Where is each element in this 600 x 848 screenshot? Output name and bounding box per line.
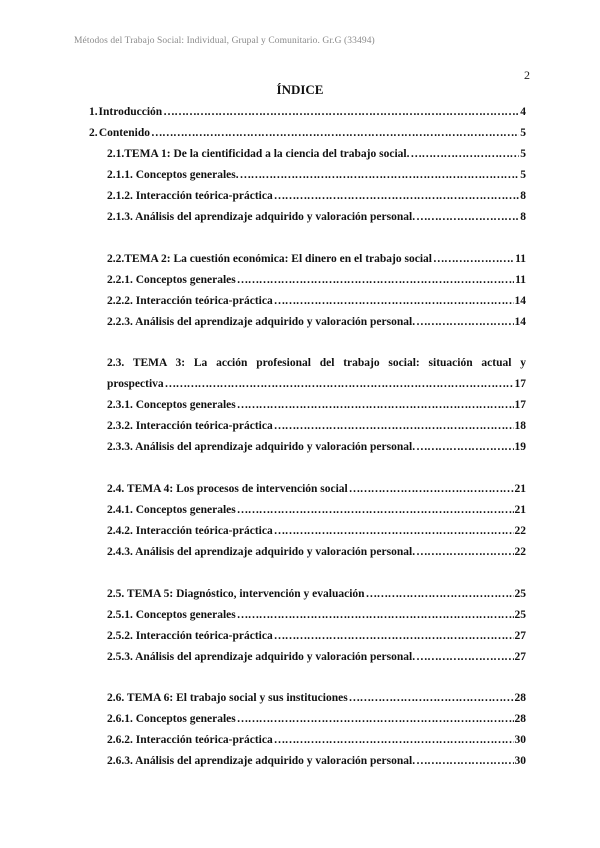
toc-entry-page: 25 (514, 588, 526, 600)
dot-leader (274, 294, 514, 308)
toc-entry-2-5-2[interactable] (107, 629, 526, 643)
dot-leader (416, 754, 513, 768)
toc-entry-label: 2.6.3. Análisis del aprendizaje adquirido y valoración personal. (107, 755, 416, 767)
toc-entry-2-6-1[interactable] (107, 712, 526, 726)
toc-entry-label: Contenido (98, 127, 150, 139)
toc-entry-page: 18 (514, 420, 526, 432)
toc-entry-2-4-3[interactable] (107, 545, 526, 559)
toc-entry-label: 2.4. TEMA 4: Los procesos de intervención social (107, 483, 348, 495)
toc-entry-label: 2.6.1. Conceptos generales (107, 713, 236, 725)
toc-entry-page: 14 (514, 316, 526, 328)
toc-entry-number: 2. (89, 127, 98, 139)
toc-entry-label: 2.1.3. Análisis del aprendizaje adquirido y valoración personal. (107, 211, 416, 223)
dot-leader (237, 712, 514, 726)
toc-entry-2-1-3[interactable] (107, 210, 526, 224)
dot-leader (349, 482, 514, 496)
dot-leader (163, 105, 519, 119)
toc-entry-label: Introducción (98, 106, 163, 118)
dot-leader (416, 210, 519, 224)
toc-entry-page: 5 (520, 169, 526, 181)
toc-entry-label: prospectiva (107, 378, 164, 390)
toc-entry-label: 2.2.1. Conceptos generales (107, 274, 236, 286)
toc-entry-page: 25 (514, 609, 526, 621)
toc-entry-page: 5 (520, 148, 526, 160)
toc-entry-label: 2.2.TEMA 2: La cuestión económica: El dinero en el trabajo social (107, 253, 432, 265)
toc-entry-label: 2.4.1. Conceptos generales (107, 504, 236, 516)
toc-entry-2-5-3[interactable] (107, 650, 526, 664)
toc-entry-2-3-1[interactable] (107, 398, 526, 412)
dot-leader (274, 189, 520, 203)
dot-leader (151, 126, 519, 140)
toc-entry-page: 4 (520, 106, 526, 118)
toc-entry-page: 27 (514, 630, 526, 642)
dot-leader (237, 608, 514, 622)
toc-entry-label: 2.5. TEMA 5: Diagnóstico, intervención y evaluación (107, 588, 365, 600)
toc-entry-2-3-3[interactable] (107, 440, 526, 454)
toc-entry-label: 2.3.2. Interacción teórica-práctica (107, 420, 273, 432)
toc-entry-page: 30 (514, 734, 526, 746)
toc-entry-number: 1. (89, 106, 98, 118)
toc-entry-label: 2.6. TEMA 6: El trabajo social y sus instituciones (107, 692, 348, 704)
dot-leader (237, 398, 514, 412)
toc-entry-page: 28 (514, 713, 526, 725)
toc-heading-tema4[interactable] (107, 482, 526, 496)
toc-title: ÍNDICE (276, 82, 324, 97)
toc-entry-2-1-2[interactable] (107, 189, 526, 203)
dot-leader (274, 733, 514, 747)
dot-leader (349, 691, 514, 705)
dot-leader (416, 315, 513, 329)
toc-entry-introduccion[interactable] (89, 105, 526, 119)
toc-entry-page: 27 (514, 651, 526, 663)
toc-entry-page: 8 (520, 211, 526, 223)
dot-leader (366, 587, 514, 601)
toc-entry-page: 22 (514, 546, 526, 558)
toc-entry-page: 17 (514, 399, 526, 411)
toc-entry-page: 14 (514, 295, 526, 307)
toc-entry-2-2-3[interactable] (107, 315, 526, 329)
dot-leader (240, 168, 520, 182)
toc-entry-page: 5 (520, 127, 526, 139)
dot-leader (410, 147, 519, 161)
toc-entry-2-3-2[interactable] (107, 419, 526, 433)
toc-entry-2-6-3[interactable] (107, 754, 526, 768)
dot-leader (433, 252, 514, 266)
toc-entry-label: 2.1.2. Interacción teórica-práctica (107, 190, 273, 202)
toc-entry-page: 11 (515, 274, 526, 286)
toc-entry-page: 8 (520, 190, 526, 202)
dot-leader (416, 650, 513, 664)
toc-entry-contenido[interactable] (89, 126, 526, 140)
toc-entry-label: 2.2.2. Interacción teórica-práctica (107, 295, 273, 307)
dot-leader (274, 629, 514, 643)
toc-entry-label: 2.4.3. Análisis del aprendizaje adquirido y valoración personal. (107, 546, 416, 558)
dot-leader (237, 503, 514, 517)
toc-entry-2-4-2[interactable] (107, 524, 526, 538)
dot-leader (274, 419, 514, 433)
toc-entry-page: 22 (514, 525, 526, 537)
toc-entry-label: 2.3.1. Conceptos generales (107, 399, 236, 411)
dot-leader (165, 377, 514, 391)
toc-entry-label: 2.5.1. Conceptos generales (107, 609, 236, 621)
toc-heading-tema1[interactable] (107, 147, 526, 161)
toc-entry-page: 30 (514, 755, 526, 767)
toc-entry-2-4-1[interactable] (107, 503, 526, 517)
toc-entry-2-2-1[interactable] (107, 273, 526, 287)
toc-heading-tema3[interactable] (107, 377, 526, 391)
running-header: Métodos del Trabajo Social: Individual, Grupal y Comunitario. Gr.G (33494) (74, 36, 375, 46)
dot-leader (274, 524, 514, 538)
toc-heading-tema5[interactable] (107, 587, 526, 601)
toc-entry-label: 2.1.1. Conceptos generales. (107, 169, 239, 181)
toc-entry-page: 28 (514, 692, 526, 704)
toc-entry-2-2-2[interactable] (107, 294, 526, 308)
toc-entry-2-6-2[interactable] (107, 733, 526, 747)
toc-entry-page: 17 (514, 378, 526, 390)
toc-entry-page: 19 (514, 441, 526, 453)
toc-heading-tema3-line1[interactable]: 2.3. TEMA 3: La acción profesional del trabajo social: situación actual y (107, 357, 526, 369)
toc-entry-label: 2.3.3. Análisis del aprendizaje adquirido y valoración personal. (107, 441, 416, 453)
toc-entry-label: 2.2.3. Análisis del aprendizaje adquirido y valoración personal. (107, 316, 416, 328)
toc-entry-label: 2.5.3. Análisis del aprendizaje adquirido y valoración personal. (107, 651, 416, 663)
toc-heading-tema6[interactable] (107, 691, 526, 705)
toc-entry-label: 2.4.2. Interacción teórica-práctica (107, 525, 273, 537)
page-number: 2 (524, 68, 530, 82)
toc-entry-2-1-1[interactable] (107, 168, 526, 182)
toc-entry-label: 2.1.TEMA 1: De la cientificidad a la ciencia del trabajo social. (107, 148, 410, 160)
toc-entry-page: 21 (514, 483, 526, 495)
toc-entry-label: 2.5.2. Interacción teórica-práctica (107, 630, 273, 642)
toc-entry-page: 11 (515, 253, 526, 265)
dot-leader (237, 273, 514, 287)
dot-leader (416, 545, 513, 559)
toc-entry-2-5-1[interactable] (107, 608, 526, 622)
toc-entry-page: 21 (514, 504, 526, 516)
toc-heading-tema2[interactable] (107, 252, 526, 266)
toc-entry-label: 2.6.2. Interacción teórica-práctica (107, 734, 273, 746)
dot-leader (416, 440, 513, 454)
